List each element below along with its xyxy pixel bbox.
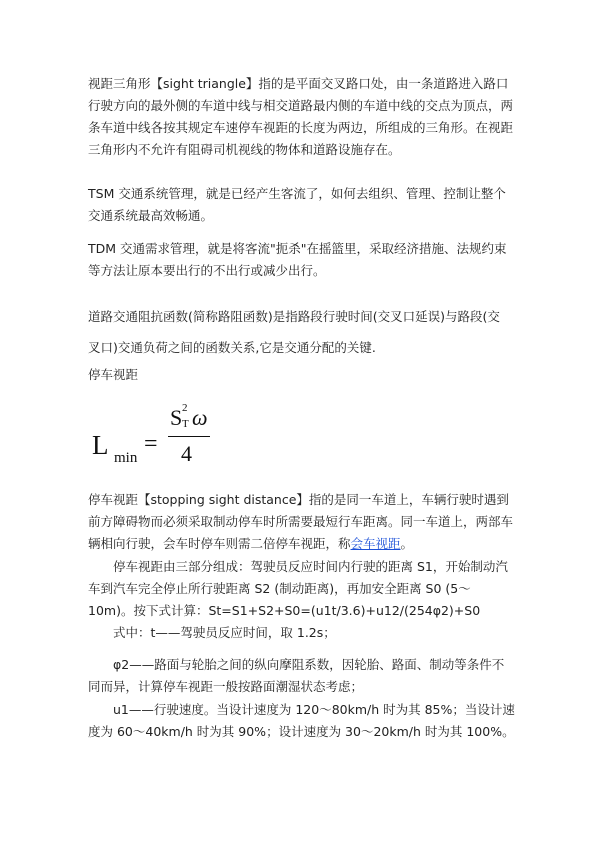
tdm-paragraph: TDM 交通需求管理，就是将客流"扼杀"在摇篮里，采取经济措施、法规约束等方法让原本要出行的不出行或减少出行。 (88, 241, 507, 278)
formula-t-definition: 式中：t——驾驶员反应时间，取 1.2s； (113, 625, 336, 640)
formula-numerator (170, 402, 208, 430)
meeting-sight-distance-link[interactable]: 会车视距 (350, 536, 401, 551)
formula-numerator-base: S (170, 405, 183, 430)
stopping-def-end: 。 (400, 536, 414, 551)
formula-numerator-subscript: T (182, 418, 189, 430)
formula-equals: = (144, 431, 158, 457)
composition-paragraph: 停车视距由三部分组成：驾驶员反应时间内行驶的距离 S1，开始制动汽车到汽车完全停止所行驶距离 S2 (制动距离)，再加安全距离 S0 (5～10m)。按下式计算：St=S1+S2+S0=(u1t/3.6)+u12/(254φ2)+S0 (88, 559, 508, 618)
impedance-paragraph-line-1: 道路交通阻抗函数(简称路阻函数)是指路段行驶时间(交叉口延误)与路段(交 (88, 309, 500, 324)
sight-triangle-paragraph: 视距三角形【sight triangle】指的是平面交叉路口处，由一条道路进入路口行驶方向的最外侧的车道中线与相交道路最内侧的车道中线的交点为顶点，两条车道中线各按其规定车速停车视距的长度为两边，所组成的三角形。在视距三角形内不允许有阻碍司机视线的物体和道路设施存在。 (88, 76, 514, 157)
stopping-def-text: 停车视距【stopping sight distance】指的是同一车道上，车辆行驶时遇到前方障碍物而必须采取制动停车时所需要最短行车距离。同一车道上，两部车辆相向行驶，会车时停车则需二倍停车视距，称 (88, 492, 514, 551)
formula-lhs-subscript: min (114, 450, 138, 466)
formula-fraction-bar (168, 436, 210, 437)
formula-numerator-superscript: 2 (182, 402, 188, 414)
formula-numerator-omega: ω (192, 405, 208, 430)
stopping-distance-definition (88, 489, 516, 555)
impedance-paragraph-line-2: 叉口)交通负荷之间的函数关系,它是交通分配的关键. (88, 340, 376, 355)
stopping-distance-heading: 停车视距 (88, 367, 139, 382)
formula-lhs: L (92, 430, 109, 460)
u1-definition: u1——行驶速度。当设计速度为 120～80km/h 时为其 85%；当设计速度为 60～40km/h 时为其 90%；设计速度为 30～20km/h 时为其 100%。 (88, 702, 515, 739)
tsm-paragraph: TSM 交通系统管理，就是已经产生客流了，如何去组织、管理、控制让整个交通系统最高效畅通。 (88, 186, 506, 223)
formula-denominator: 4 (181, 441, 192, 466)
stopping-distance-formula (92, 400, 252, 480)
phi2-definition: φ2——路面与轮胎之间的纵向摩阻系数，因轮胎、路面、制动等条件不同而异，计算停车视距一般按路面潮湿状态考虑； (88, 657, 505, 694)
